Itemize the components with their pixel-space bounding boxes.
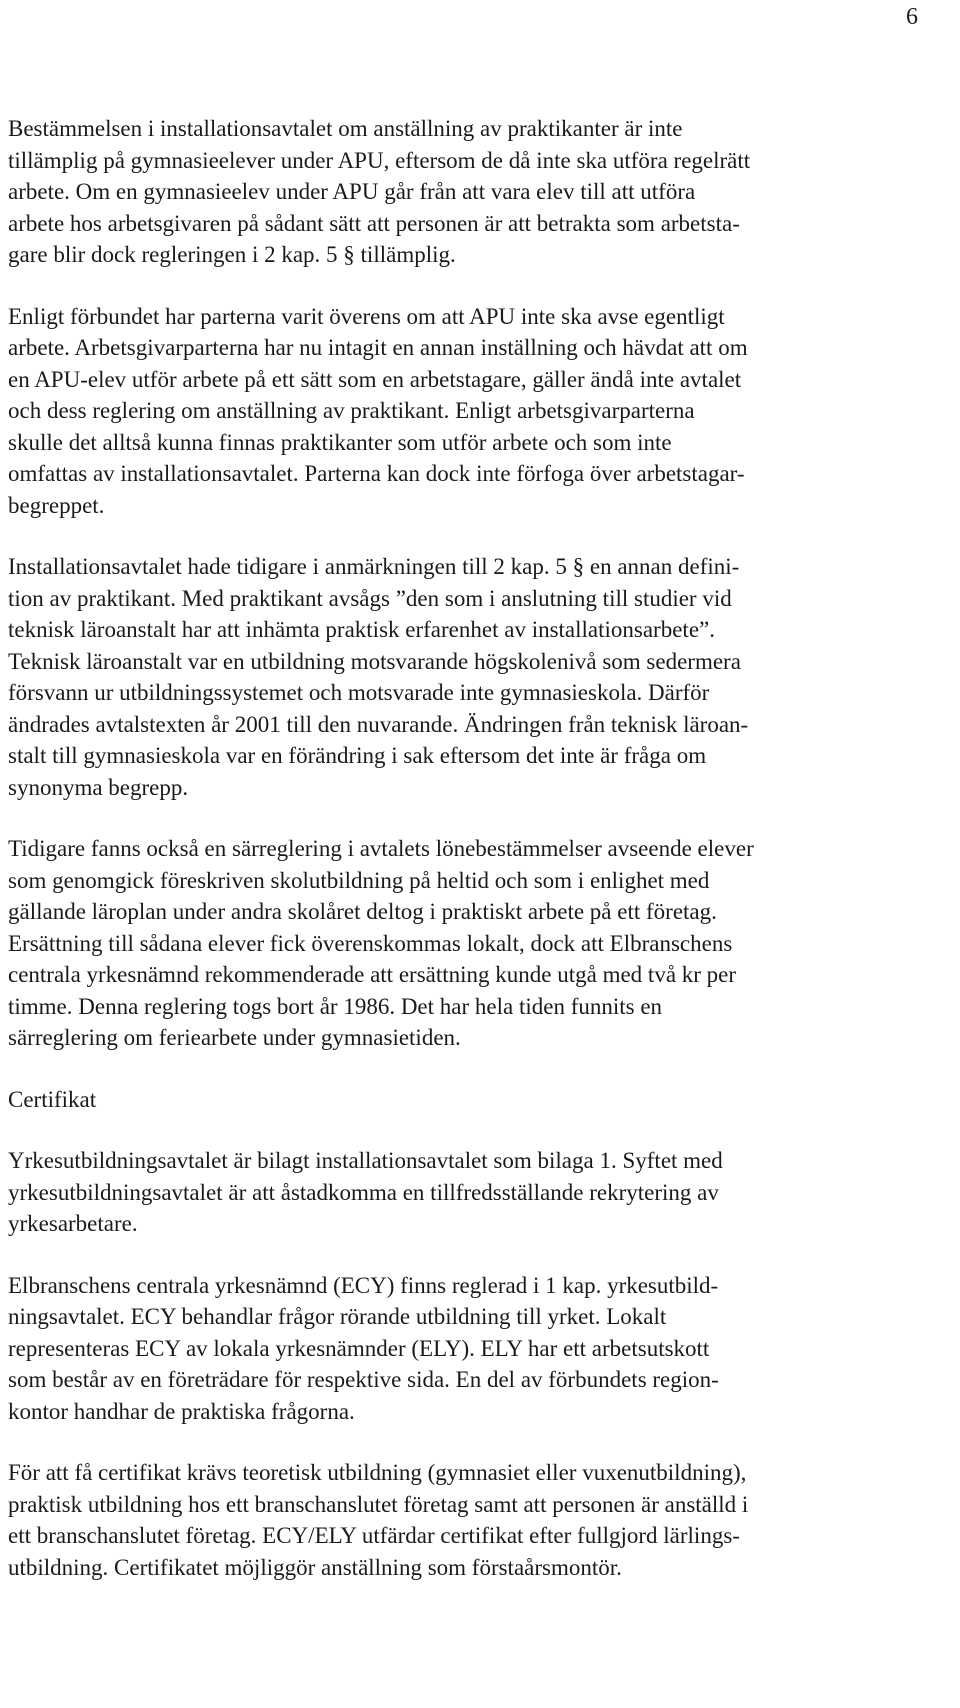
section-heading-certifikat: Certifikat bbox=[8, 1086, 97, 1112]
paragraph-yrkesutbildningsavtalet: Yrkesutbildningsavtalet är bilagt installationsavtalet som bilaga 1. Syftet med yrkesutbildningsavtalet är att åstadkomma en tillfredsställande rekrytering av yrkesarbetare. bbox=[8, 1148, 723, 1236]
paragraph-apu-installation: Bestämmelsen i installationsavtalet om anställning av praktikanter är inte tillämplig på gymnasieelever under APU, eftersom de då inte ska utföra regelrätt arbete. Om en gymnasieelev under APU går från att vara elev till att utföra arbete hos arbetsgivaren på sådant sätt att personen är att betrakta som arbetsta- gare blir dock regleringen i 2 kap. 5 § tillämplig. bbox=[8, 116, 751, 267]
paragraph-forbundet-position: Enligt förbundet har parterna varit överens om att APU inte ska avse egentligt arbete. Arbetsgivarparterna har nu intagit en annan inställning och hävdat att om en APU-elev utför arbete på ett sätt som en arbetstagare, gäller ändå inte avtalet och dess reglering om anställning av praktikant. Enligt arbetsgivarparterna skulle det alltså kunna finnas praktikanter som utför arbete och som inte omfattas av installationsavtalet. Parterna kan dock inte förfoga över arbetstagar- begreppet. bbox=[8, 303, 748, 518]
document-body bbox=[8, 113, 932, 1613]
paragraph-ecy: Elbranschens centrala yrkesnämnd (ECY) finns reglerad i 1 kap. yrkesutbild- ningsavtalet. ECY behandlar frågor rörande utbildning till yrket. Lokalt representeras ECY av lokala yrkesnämnder (ELY). ELY har ett arbetsutskott som består av en företrädare för respektive sida. En del av förbundets region- kontor handhar de praktiska frågorna. bbox=[8, 1272, 719, 1424]
page-number: 6 bbox=[906, 4, 918, 30]
paragraph-praktikant-definition: Installationsavtalet hade tidigare i anmärkningen till 2 kap. 5 § en annan defini- tion av praktikant. Med praktikant avsågs ”den som i anslutning till studier vid teknisk läroanstalt har att inhämta praktisk erfarenhet av installationsarbete”. Teknisk läroanstalt var en utbildning motsvarande högskolenivå som sedermera försvann ur utbildningssystemet och motsvarade inte gymnasieskola. Därför ändrades avtalstexten år 2001 till den nuvarande. Ändringen från teknisk läroan- stalt till gymnasieskola var en förändring i sak eftersom det inte är fråga om synonyma begrepp. bbox=[8, 554, 749, 800]
paragraph-tidigare-sarreglering: Tidigare fanns också en särreglering i avtalets lönebestämmelser avseende elever som genomgick föreskriven skolutbildning på heltid och som i enlighet med gällande läroplan under andra skolåret deltog i praktiskt arbete på ett företag. Ersättning till sådana elever fick överenskommas lokalt, dock att Elbranschens centrala yrkesnämnd rekommenderade att ersättning kunde utgå med två kr per timme. Denna reglering togs bort år 1986. Det har hela tiden funnits en särreglering om feriearbete under gymnasietiden. bbox=[8, 836, 754, 1050]
paragraph-certifikat-krav: För att få certifikat krävs teoretisk utbildning (gymnasiet eller vuxenutbildning), praktisk utbildning hos ett branschanslutet företag samt att personen är anställd i ett branschanslutet företag. ECY/ELY utfärdar certifikat efter fullgjord lärlings- utbildning. Certifikatet möjliggör anställning som förstaårsmontör. bbox=[8, 1460, 749, 1580]
